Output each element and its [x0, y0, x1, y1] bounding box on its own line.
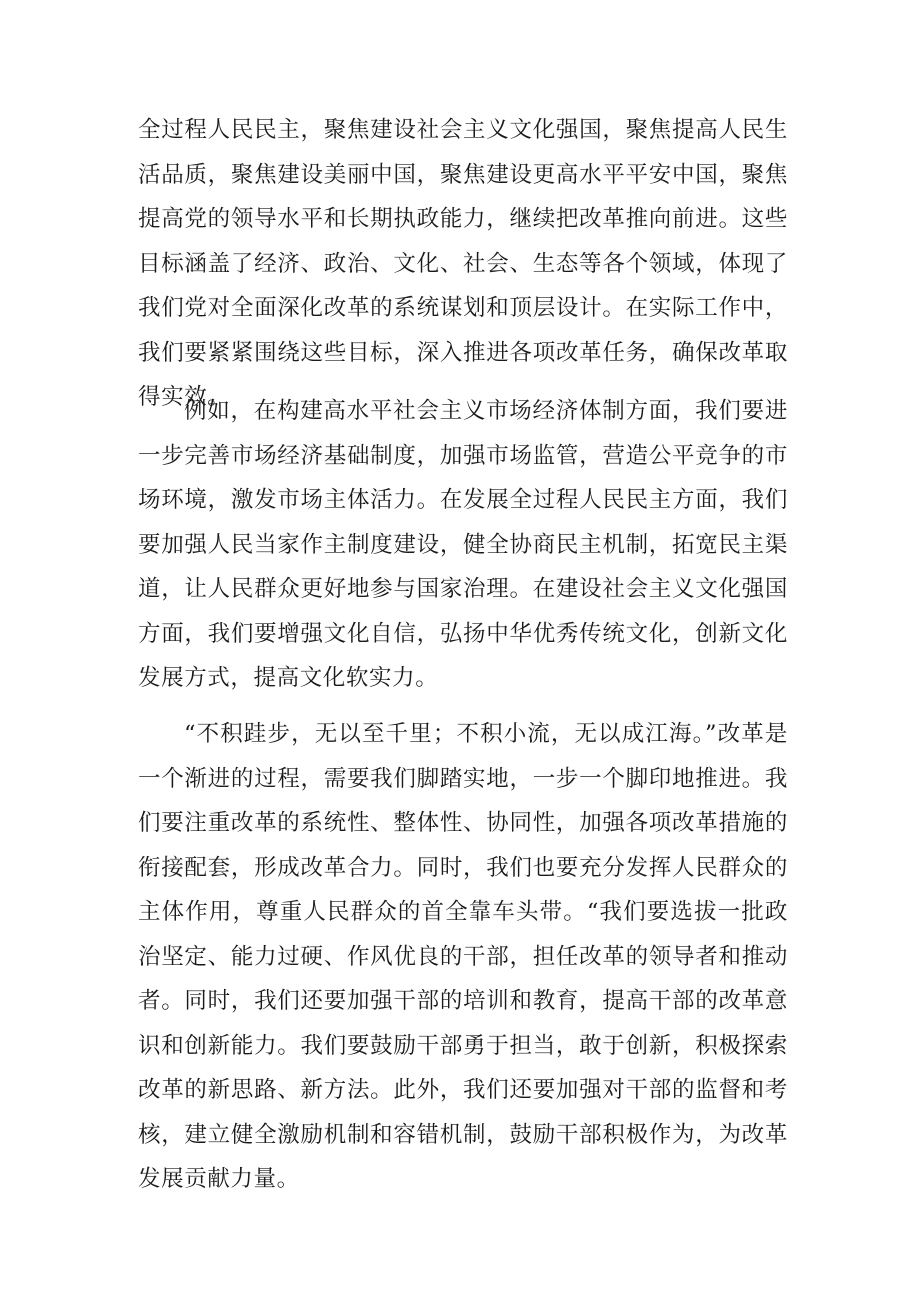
paragraph-2: 例如，在构建高水平社会主义市场经济体制方面，我们要进一步完善市场经济基础制度，加强市场监管，营造公平竞争的市场环境，激发市场主体活力。在发展全过程人民民主方面，我们要加强人民当家作主制度建设，健全协商民主机制，拓宽民主渠道，让人民群众更好地参与国家治理。在建设社会主义文化强国方面，我们要增强文化自信，弘扬中华优秀传统文化，创新文化发展方式，提高文化软实力。: [138, 398, 788, 691]
paragraph-1: 全过程人民民主，聚焦建设社会主义文化强国，聚焦提高人民生活品质，聚焦建设美丽中国，聚焦建设更高水平平安中国，聚焦提高党的领导水平和长期执政能力，继续把改革推向前进。这些目标涵盖了经济、政治、文化、社会、生态等各个领域，体现了我们党对全面深化改革的系统谋划和顶层设计。在实际工作中，我们要紧紧围绕这些目标，深入推进各项改革任务，确保改革取得实效。: [138, 117, 788, 410]
paragraph-3: “不积跬步，无以至千里；不积小流，无以成江海。”改革是一个渐进的过程，需要我们脚踏实地，一步一个脚印地推进。我们要注重改革的系统性、整体性、协同性，加强各项改革措施的衔接配套，形成改革合力。同时，我们也要充分发挥人民群众的主体作用，尊重人民群众的首全靠车头带。“我们要选拔一批政治坚定、能力过硬、作风优良的干部，担任改革的领导者和推动者。同时，我们还要加强干部的培训和教育，提高干部的改革意识和创新能力。我们要鼓励干部勇于担当，敢于创新，积极探索改革的新思路、新方法。此外，我们还要加强对干部的监督和考核，建立健全激励机制和容错机制，鼓励干部积极作为，为改革发展贡献力量。: [138, 721, 788, 1192]
